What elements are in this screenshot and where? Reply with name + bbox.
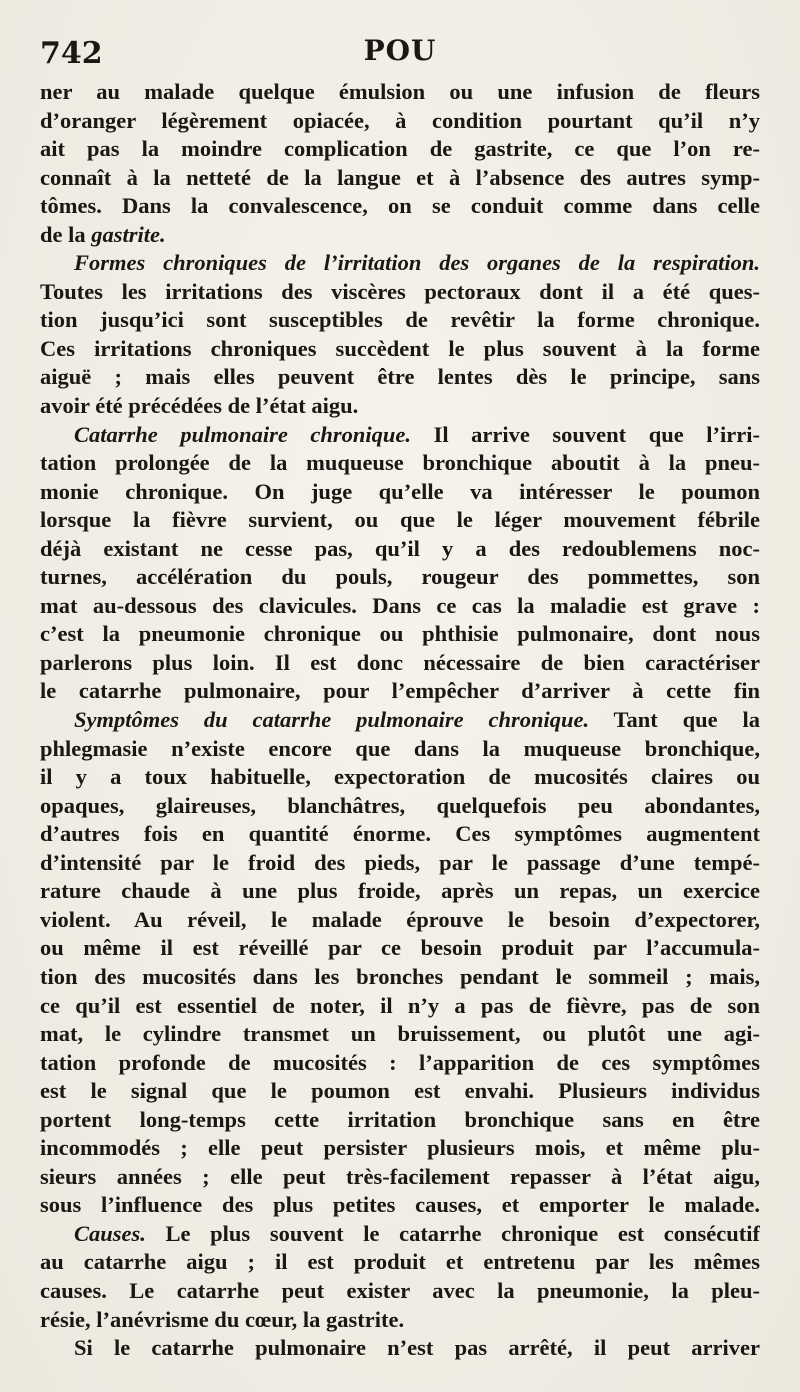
text-run: Le plus souvent le catarrhe chronique est consécutif [145, 1220, 760, 1246]
text-line [40, 649, 760, 678]
text-run: le catarrhe pulmonaire, pour l’empêcher d’arriver à cette fin [40, 678, 760, 704]
text-run: parlerons plus loin. Il est donc nécessaire de bien caractériser [40, 649, 760, 675]
text-run: ner au malade quelque émulsion ou une infusion de fleurs [40, 79, 760, 104]
text-line [40, 677, 760, 706]
text-run: phlegmasie n’existe encore que dans la muqueuse bronchique, [40, 735, 760, 761]
text-line [40, 192, 760, 221]
text-line [40, 1134, 760, 1163]
text-run: rature chaude à une plus froide, après un repas, un exercice [40, 878, 760, 904]
text-line [40, 792, 760, 821]
text-run: violent. Au réveil, le malade éprouve le besoin d’expectorer, [40, 906, 760, 932]
text-run: il y a toux habituelle, expectoration de mucosités claires ou [40, 764, 760, 790]
text-line [40, 1220, 760, 1249]
text-line [40, 249, 760, 278]
body-text [40, 78, 760, 1363]
text-run: c’est la pneumonie chronique ou phthisie pulmonaire, dont nous [40, 621, 760, 647]
text-line [40, 78, 760, 107]
text-line [40, 820, 760, 849]
text-line [40, 478, 760, 507]
text-line [40, 164, 760, 193]
text-line [40, 1306, 760, 1335]
text-run: connaît à la netteté de la langue et à l’absence des autres symp- [40, 164, 760, 190]
text-run: tation profonde de mucosités : l’apparition de ces symptômes [40, 1049, 760, 1075]
text-line [40, 506, 760, 535]
text-line [40, 563, 760, 592]
text-line [40, 620, 760, 649]
text-line [40, 735, 760, 764]
text-line [40, 1049, 760, 1078]
text-run: opaques, glaireuses, blanchâtres, quelquefois peu abondantes, [40, 792, 760, 818]
text-line [40, 992, 760, 1021]
text-run: est le signal que le poumon est envahi. Plusieurs individus [40, 1078, 760, 1104]
text-run: tômes. Dans la convalescence, on se conduit comme dans celle [40, 193, 760, 219]
text-line [40, 335, 760, 364]
text-line [40, 1277, 760, 1306]
text-line [40, 849, 760, 878]
text-run: d’oranger légèrement opiacée, à condition pourtant qu’il n’y [40, 107, 760, 133]
text-run: monie chronique. On juge qu’elle va intéresser le poumon [40, 478, 760, 504]
text-line [40, 363, 760, 392]
text-line [40, 135, 760, 164]
text-run: d’autres fois en quantité énorme. Ces symptômes augmentent [40, 821, 760, 847]
text-line [40, 278, 760, 307]
running-head: POU [363, 34, 437, 67]
text-line [40, 1248, 760, 1277]
text-run: sous l’influence des plus petites causes, et emporter le malade. [40, 1192, 760, 1218]
text-run: tion jusqu’ici sont susceptibles de revêtir la forme chronique. [40, 307, 760, 333]
text-run: ou même il est réveillé par ce besoin produit par l’accumula- [40, 935, 760, 961]
text-run: Ces irritations chroniques succèdent le plus souvent à la forme [40, 335, 760, 361]
page-number: 742 [40, 36, 103, 71]
text-line [40, 221, 760, 250]
text-run: mat au-dessous des clavicules. Dans ce cas la maladie est grave : [40, 592, 760, 618]
italic-run: gastrite. [91, 221, 166, 247]
text-run: mat, le cylindre transmet un bruissement, ou plutôt une agi- [40, 1021, 760, 1047]
text-run: déjà existant ne cesse pas, qu’il y a des redoublemens noc- [40, 535, 760, 561]
text-line [40, 963, 760, 992]
text-run: incommodés ; elle peut persister plusieurs mois, et même plu- [40, 1135, 760, 1161]
text-run: sieurs années ; elle peut très-facilement repasser à l’état aigu, [40, 1163, 760, 1189]
text-line [40, 421, 760, 450]
text-run: causes. Le catarrhe peut exister avec la pneumonie, la pleu- [40, 1277, 760, 1303]
italic-run: Catarrhe pulmonaire chronique. [74, 421, 412, 447]
page-header [30, 30, 770, 74]
text-run: Si le catarrhe pulmonaire n’est pas arrêté, il peut arriver [74, 1335, 760, 1361]
text-run: tation prolongée de la muqueuse bronchique aboutit à la pneu- [40, 450, 760, 476]
text-line [40, 535, 760, 564]
text-line [40, 1163, 760, 1192]
italic-run: Formes chroniques de l’irritation des organes de la respiration. [74, 250, 760, 276]
text-line [40, 906, 760, 935]
text-run: Toutes les irritations des viscères pectoraux dont il a été ques- [40, 278, 760, 304]
text-line [40, 449, 760, 478]
italic-run: Symptômes du catarrhe pulmonaire chronique. [74, 707, 590, 733]
text-run: tion des mucosités dans les bronches pendant le sommeil ; mais, [40, 963, 760, 989]
text-run: lorsque la fièvre survient, ou que le léger mouvement fébrile [40, 507, 760, 533]
text-line [40, 706, 760, 735]
text-line [40, 1020, 760, 1049]
text-line [40, 877, 760, 906]
text-line [40, 306, 760, 335]
text-line [40, 1077, 760, 1106]
text-run: de la [40, 221, 92, 247]
text-run: résie, l’anévrisme du cœur, la gastrite. [40, 1306, 405, 1332]
text-run: ait pas la moindre complication de gastrite, ce que l’on re- [40, 136, 760, 162]
text-line [40, 1334, 760, 1363]
text-run: au catarrhe aigu ; il est produit et entretenu par les mêmes [40, 1249, 760, 1275]
text-line [40, 392, 760, 421]
text-run: turnes, accélération du pouls, rougeur des pommettes, son [40, 564, 760, 590]
text-line [40, 763, 760, 792]
text-run: aiguë ; mais elles peuvent être lentes dès le principe, sans [40, 364, 760, 390]
text-line [40, 934, 760, 963]
text-run: avoir été précédées de l’état aigu. [40, 393, 359, 419]
text-line [40, 107, 760, 136]
italic-run: Causes. [74, 1220, 146, 1246]
text-run: portent long-temps cette irritation bronchique sans en être [40, 1106, 760, 1132]
text-run: Il arrive souvent que l’irri- [411, 421, 760, 447]
text-line [40, 1106, 760, 1135]
text-line [40, 592, 760, 621]
text-run: ce qu’il est essentiel de noter, il n’y a pas de fièvre, pas de son [40, 992, 760, 1018]
text-run: Tant que la [589, 707, 760, 733]
text-line [40, 1191, 760, 1220]
text-run: d’intensité par le froid des pieds, par le passage d’une tempé- [40, 849, 760, 875]
